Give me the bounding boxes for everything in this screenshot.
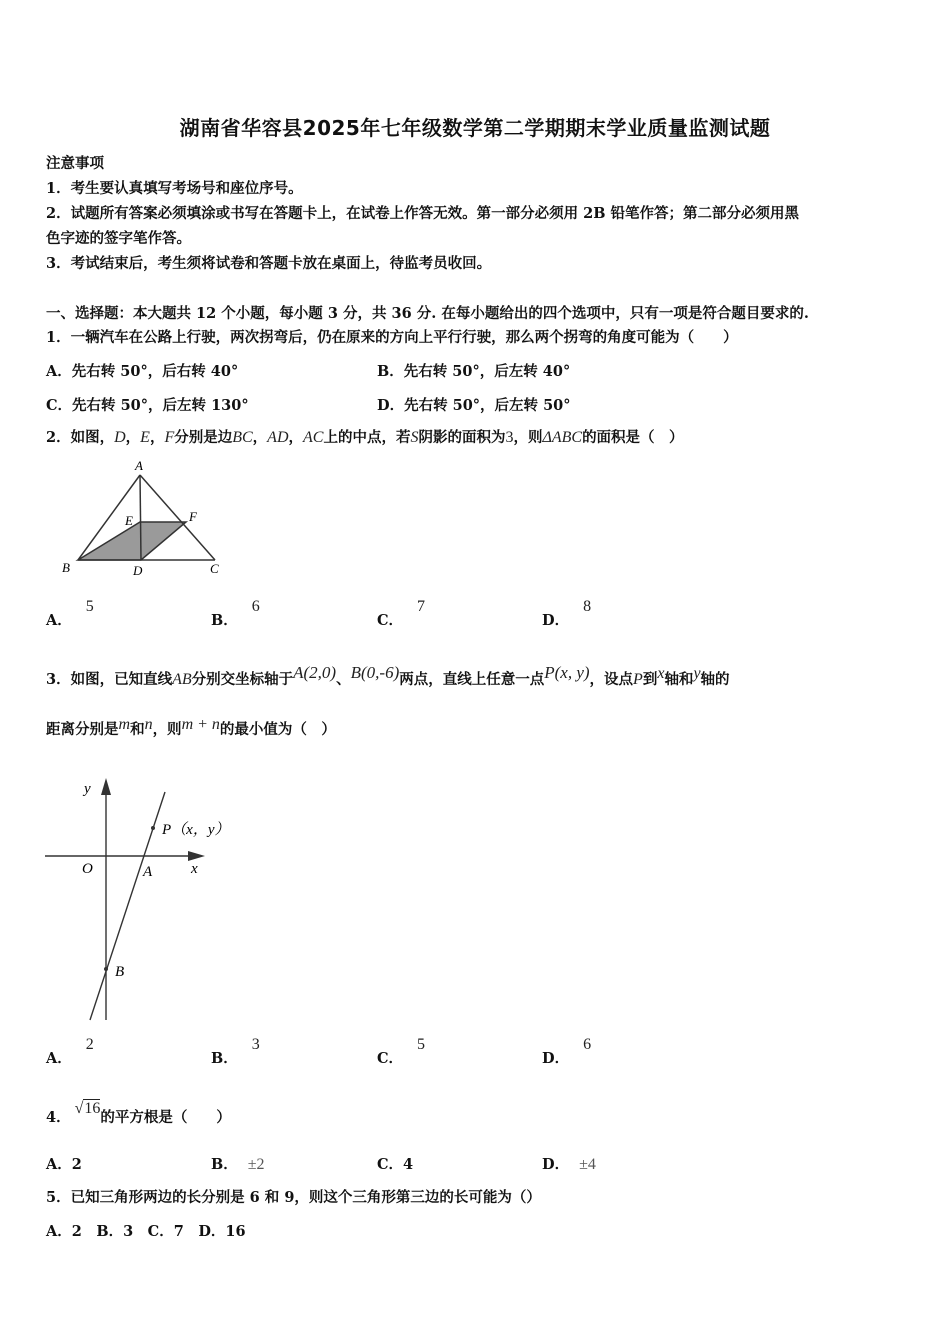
option-label: B． (211, 1156, 238, 1173)
option-value: 4 (403, 1156, 414, 1173)
q3-text: 的最小值为（ ） (219, 721, 336, 738)
q5-stem: 5．已知三角形两边的长分别是 6 和 9，则这个三角形第三边的长可能为（） (46, 1189, 541, 1206)
q3-var-x: x (657, 665, 665, 682)
q2-triangle-figure (55, 455, 235, 580)
q4-option-c (377, 1153, 413, 1174)
label-c: C (210, 561, 219, 576)
q2-var-f: F (164, 429, 175, 446)
q2-comma: ， (125, 429, 141, 446)
label-y: y (84, 781, 91, 797)
option-label: C． (377, 1050, 404, 1067)
q4-option-a (46, 1153, 82, 1174)
option-value: 5 (417, 1036, 426, 1053)
q3-stem-line1 (46, 663, 730, 689)
radicand: 16 (84, 1100, 101, 1117)
q2-var-d: D (114, 429, 126, 446)
option-value: 8 (583, 598, 592, 615)
page-title: 湖南省华容县2025年七年级数学第二学期期末学业质量监测试题 (179, 116, 771, 140)
option-label: C． (377, 1156, 404, 1173)
q3-point-a: A(2,0) (293, 663, 337, 682)
y-axis-arrow (101, 778, 111, 795)
q4-stem (46, 1100, 231, 1127)
label-f: F (189, 509, 197, 524)
option-value: 6 (583, 1036, 592, 1053)
q3-num: 3．如图，已知直线 (46, 671, 173, 688)
q3-var-p: P (633, 671, 643, 688)
q2-option-a (46, 598, 94, 630)
radical-sign: √ (74, 1100, 84, 1117)
option-value: 2 (71, 1156, 82, 1173)
q3-var-y: y (693, 665, 701, 682)
q2-var-bc: BC (232, 429, 253, 446)
q3-var-m: m (118, 716, 131, 733)
option-label: C． (377, 612, 404, 629)
q4-option-d (542, 1153, 596, 1174)
label-b: B (115, 964, 125, 980)
q3-text: 两点，直线上任意一点 (399, 671, 545, 688)
q2-comma: ， (288, 429, 303, 446)
q2-text: 上的中点，若 (323, 429, 411, 446)
q3-text: 轴和 (664, 671, 694, 688)
q3-text: 轴的 (700, 671, 730, 688)
section-heading: 一、选择题：本大题共 12 个小题，每小题 3 分，共 36 分. 在每小题给出的四个选项中，只有一项是符合题目要求的. (46, 305, 809, 322)
label-p: P（x，y） (162, 822, 230, 838)
option-label: B． (211, 612, 238, 629)
q2-num: 2．如图， (46, 429, 115, 446)
q2-var-ad: AD (267, 429, 289, 446)
label-e: E (125, 513, 133, 528)
q3-option-b (211, 1036, 260, 1068)
q2-var-s: S (410, 429, 419, 446)
option-value: 5 (85, 598, 94, 615)
q2-num-3: 3 (505, 429, 514, 446)
q4-option-b (211, 1153, 265, 1174)
label-x: x (191, 861, 198, 877)
q3-point-b: B(0,-6) (350, 663, 400, 682)
q3-var-ab: AB (172, 671, 192, 688)
option-value: 7 (417, 598, 426, 615)
notice-item-2: 2．试题所有答案必须填涂或书写在答题卡上，在试卷上作答无效。第一部分必须用 2B 铅笔作答；第二部分必须用黑 (46, 205, 800, 222)
q3-var-n: n (144, 716, 153, 733)
option-value: ±2 (247, 1156, 265, 1173)
option-value: 3 (251, 1036, 260, 1053)
q3-text: 距离分别是 (46, 721, 119, 738)
q1-stem: 1．一辆汽车在公路上行驶，两次拐弯后，仍在原来的方向上平行行驶，那么两个拐弯的角度可能为（ ） (46, 329, 738, 346)
q1-option-c: C．先右转 50°，后左转 130° (46, 397, 249, 414)
q3-text: ，则 (152, 721, 182, 738)
option-value: 6 (251, 598, 260, 615)
notice-item-1: 1．考生要认真填写考场号和座位序号。 (46, 180, 303, 197)
option-label: D． (542, 1156, 570, 1173)
q3-var-mn: m + n (181, 716, 220, 733)
x-axis-arrow (188, 851, 205, 861)
label-a: A (143, 864, 153, 880)
option-label: D． (542, 612, 570, 629)
q5-options: A．2 B．3 C．7 D．16 (46, 1223, 246, 1240)
q2-text: ，则 (513, 429, 543, 446)
q2-comma: ， (252, 429, 268, 446)
segment-ad (140, 475, 141, 560)
label-b: B (62, 560, 70, 575)
q1-option-b: B．先右转 50°，后左转 40° (377, 363, 571, 380)
notice-item-3: 3．考试结束后，考生须将试卷和答题卡放在桌面上，待监考员收回。 (46, 255, 492, 272)
option-label: A． (46, 1156, 72, 1173)
label-o: O (82, 861, 93, 877)
q2-option-d (542, 598, 592, 630)
q2-text: 分别是边 (174, 429, 233, 446)
q4-text: 的平方根是（ ） (100, 1109, 231, 1126)
q3-option-c (377, 1036, 426, 1068)
q3-coordinate-figure (40, 770, 260, 1025)
point-p-dot (151, 826, 155, 830)
q2-text: 阴影的面积为 (418, 429, 506, 446)
q2-var-e: E (140, 429, 150, 446)
q2-comma: ， (149, 429, 165, 446)
q2-var-ac: AC (303, 429, 324, 446)
q3-option-d (542, 1036, 592, 1068)
point-b-dot (104, 967, 108, 971)
q3-text: 分别交坐标轴于 (191, 671, 294, 688)
q3-text: 到 (642, 671, 658, 688)
q2-text: 的面积是（ ） (582, 429, 684, 446)
q3-text: ，设点 (589, 671, 634, 688)
option-label: B． (211, 1050, 238, 1067)
notice-item-2-cont: 色字迹的签字笔作答。 (46, 230, 191, 247)
q1-option-d: D．先右转 50°，后左转 50° (377, 397, 571, 414)
option-label: D． (542, 1050, 570, 1067)
q3-point-p: P(x, y) (544, 663, 590, 682)
option-value: ±4 (579, 1156, 596, 1173)
q3-text: 和 (130, 721, 145, 738)
label-d: D (133, 563, 143, 578)
option-label: A． (46, 1050, 72, 1067)
q3-stem-line2 (46, 718, 336, 739)
q1-option-a: A．先右转 50°，后右转 40° (46, 363, 239, 380)
q2-option-b (211, 598, 260, 630)
label-a: A (135, 458, 143, 473)
q3-option-a (46, 1036, 94, 1068)
q4-num: 4． (46, 1109, 71, 1126)
notice-heading: 注意事项 (46, 155, 104, 172)
q2-option-c (377, 598, 426, 630)
q2-stem (46, 426, 684, 447)
q2-var-abc: ΔABC (542, 429, 583, 446)
option-label: A． (46, 612, 72, 629)
q3-text: 、 (336, 671, 351, 688)
sqrt-expression (75, 1100, 101, 1117)
option-value: 2 (85, 1036, 94, 1053)
